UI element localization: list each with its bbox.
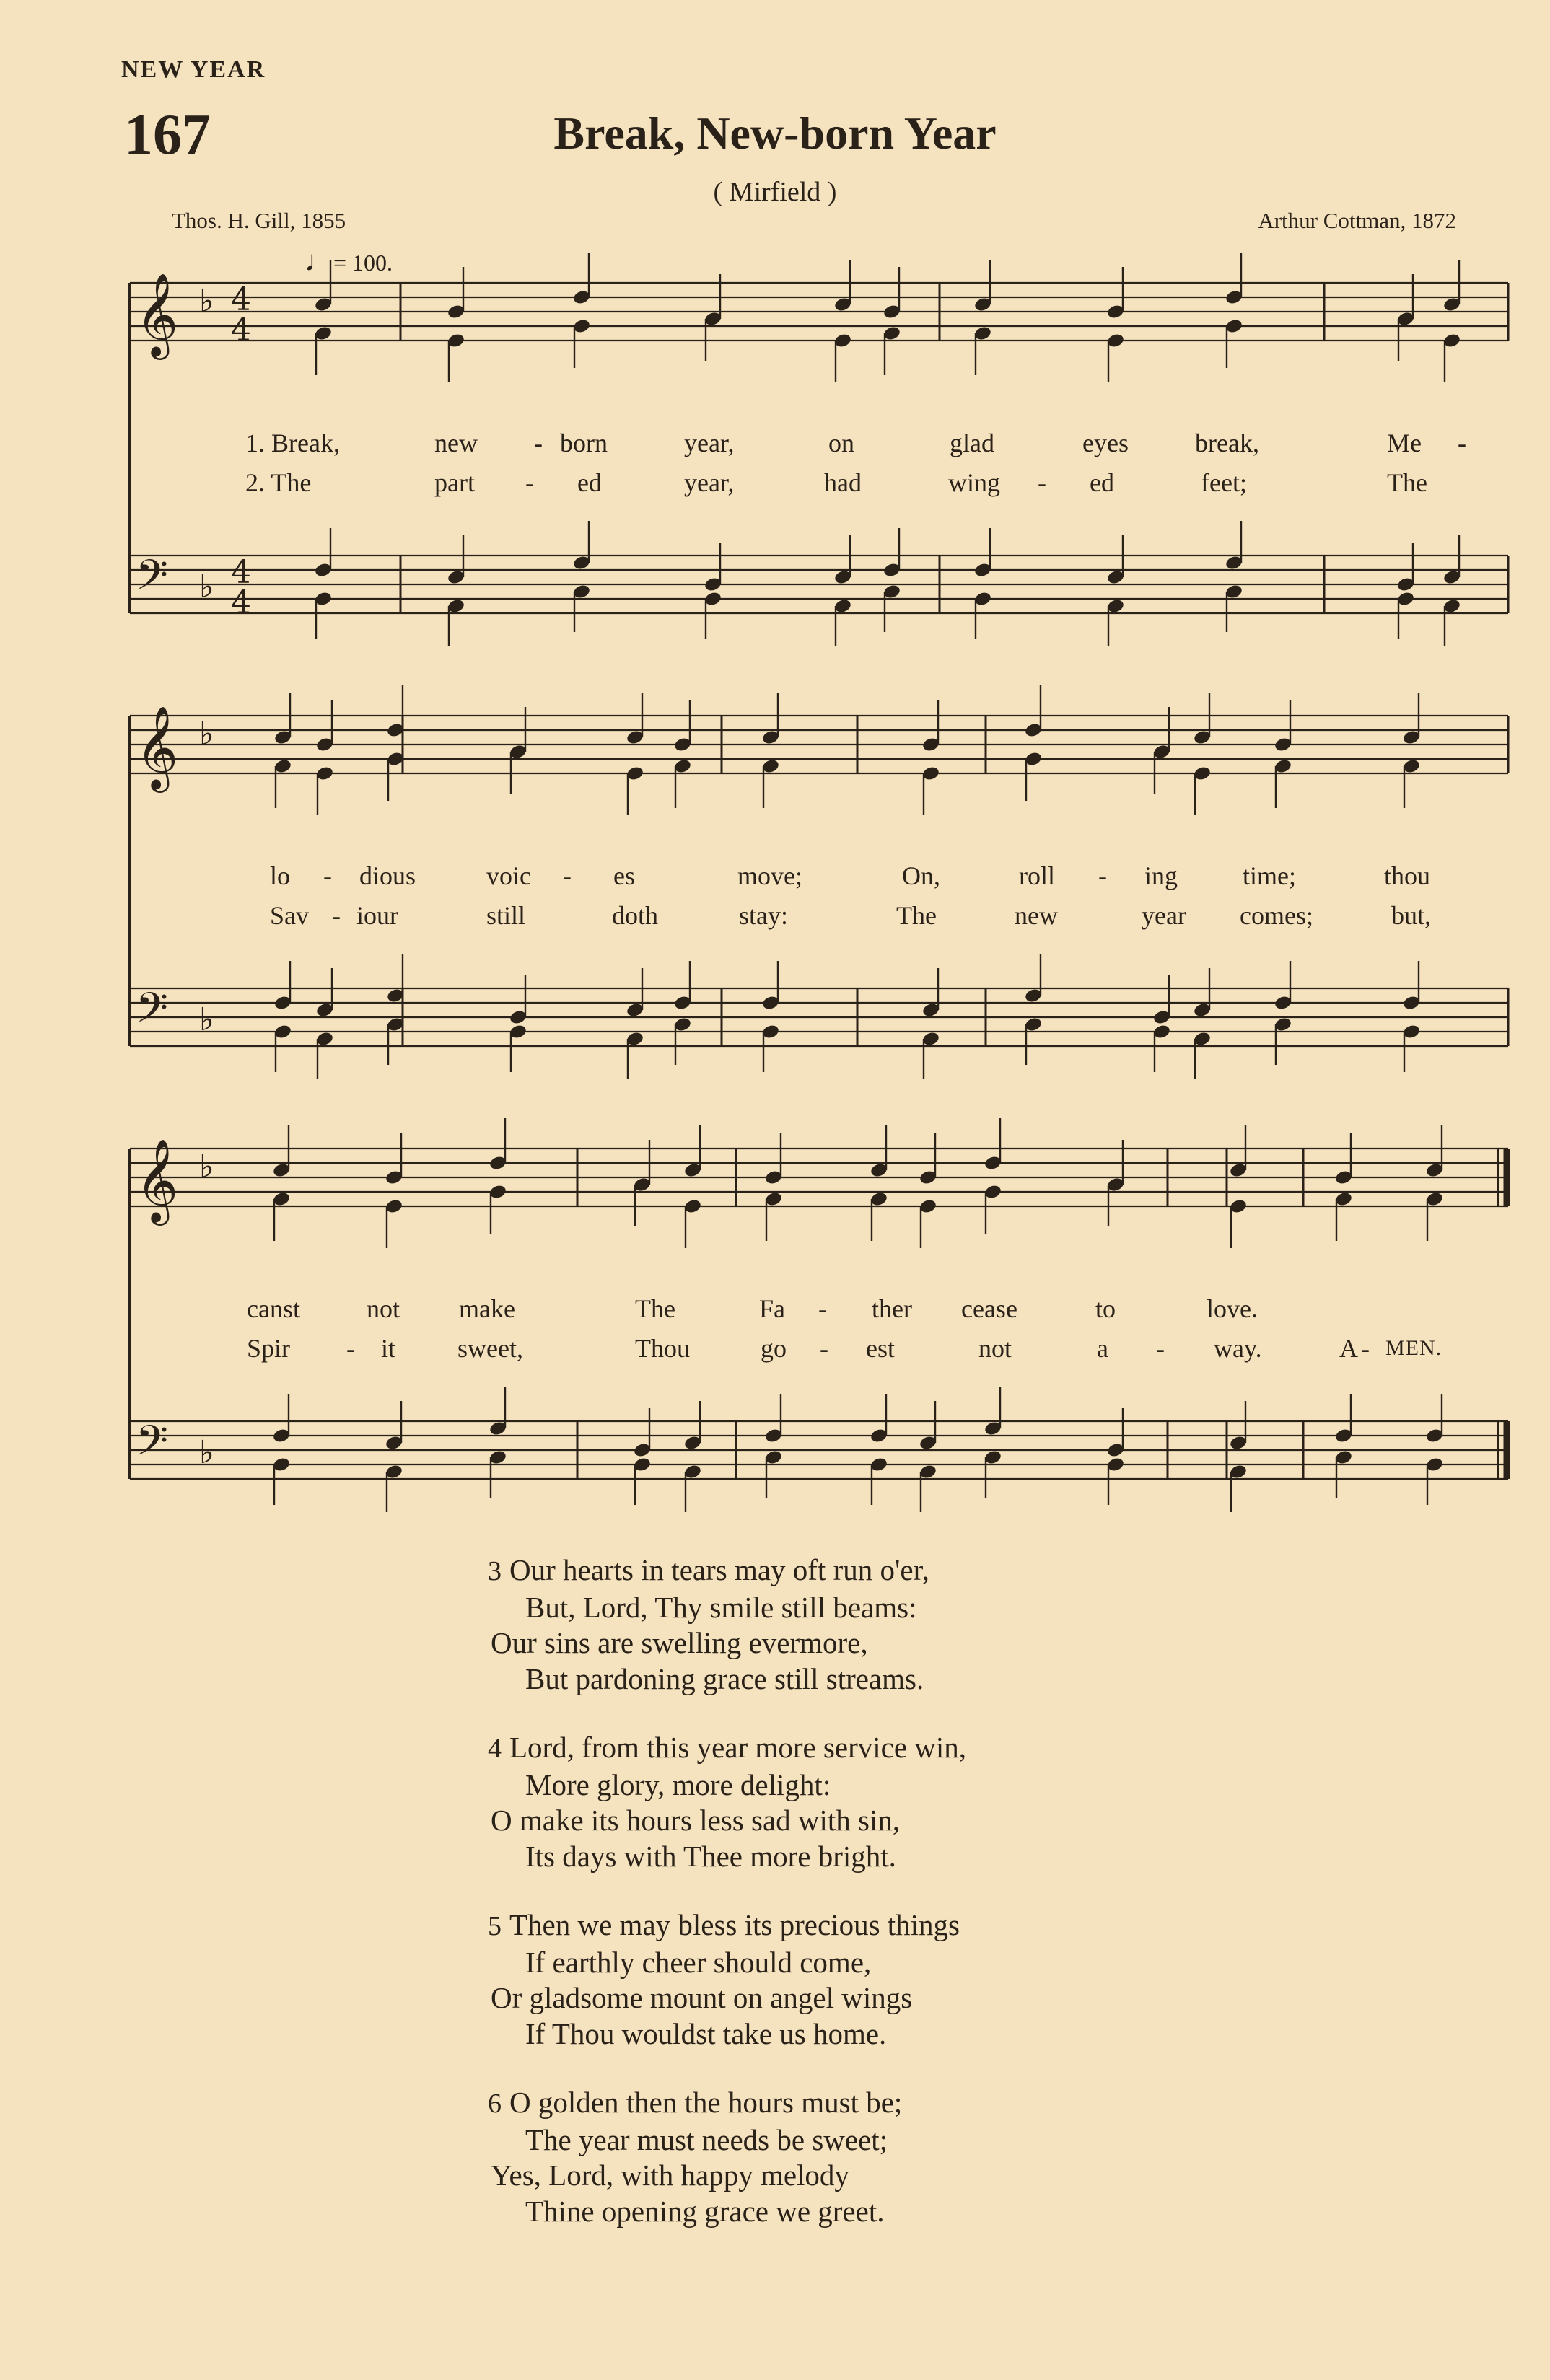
lyric-syllable: The <box>896 901 937 930</box>
lyric-syllable: way. <box>1214 1334 1262 1363</box>
stanza-line: If Thou wouldst take us home. <box>525 2016 887 2050</box>
flat-icon: ♭ <box>199 1001 214 1038</box>
time-signature: 4 <box>231 584 251 621</box>
lyric-syllable: on <box>828 429 854 457</box>
lyric-hyphen: - <box>534 429 543 457</box>
tempo-marking: ♩= 100. <box>305 245 393 277</box>
lyric-syllable: but, <box>1391 901 1432 930</box>
bass-clef-icon: 𝄢 <box>136 1416 169 1475</box>
stanza-line: But pardoning grace still streams. <box>525 1661 924 1695</box>
lyric-hyphen: - <box>1361 1334 1370 1363</box>
lyric-hyphen: - <box>818 1294 827 1323</box>
lyric-syllable: Fa <box>759 1294 785 1323</box>
lyric-hyphen: - <box>1098 861 1107 890</box>
treble-clef-icon: 𝄞 <box>136 705 179 789</box>
lyric-syllable: Thou <box>635 1334 690 1363</box>
lyric-hyphen: - <box>1156 1334 1165 1363</box>
lyric-syllable: MEN. <box>1385 1336 1442 1360</box>
stanza-line: Its days with Thee more bright. <box>525 1839 896 1873</box>
lyric-syllable: roll <box>1019 861 1055 890</box>
lyric-syllable: thou <box>1384 861 1431 890</box>
flat-icon: ♭ <box>199 716 214 752</box>
lyric-syllable: comes; <box>1240 901 1313 930</box>
treble-clef-icon: 𝄞 <box>136 1138 179 1222</box>
stanza-line: Yes, Lord, with happy melody <box>491 2159 849 2192</box>
stanza-number: 3 <box>488 1556 502 1586</box>
lyric-syllable: to <box>1095 1294 1116 1323</box>
stanza <box>488 2085 966 2229</box>
hymn-number: 167 <box>124 103 211 167</box>
lyric-syllable: feet; <box>1201 468 1247 497</box>
lyric-syllable: 2. The <box>245 468 312 497</box>
lyric-syllable: lo <box>270 861 291 890</box>
lyric-syllable: Sav <box>270 901 309 930</box>
treble-clef-icon: 𝄞 <box>136 272 179 356</box>
flat-icon: ♭ <box>199 283 214 320</box>
lyric-syllable: go <box>761 1334 787 1363</box>
lyric-syllable: born <box>560 429 608 457</box>
quarter-note-icon: ♩ <box>305 245 333 277</box>
lyric-syllable: voic <box>486 861 531 890</box>
flat-icon: ♭ <box>199 568 214 605</box>
stanza-line: If earthly cheer should come, <box>525 1945 872 1979</box>
lyric-hyphen: - <box>323 861 332 890</box>
lyric-syllable: Spir <box>247 1334 291 1363</box>
lyric-syllable: still <box>486 901 526 930</box>
lyric-syllable: love. <box>1207 1294 1258 1323</box>
lyric-syllable: make <box>459 1294 515 1323</box>
lyric-syllable: On, <box>902 861 940 890</box>
section-heading: NEW YEAR <box>121 56 266 83</box>
stanza-line: Our hearts in tears may oft run o'er, <box>509 1553 929 1586</box>
lyric-syllable: ed <box>577 468 602 497</box>
lyric-syllable: year <box>1142 901 1186 930</box>
lyric-syllable: year, <box>684 468 735 497</box>
lyric-syllable: time; <box>1243 861 1296 890</box>
time-signature: 4 <box>231 281 251 318</box>
lyric-syllable: move; <box>737 861 802 890</box>
flat-icon: ♭ <box>199 1149 214 1185</box>
lyric-syllable: new <box>434 429 478 457</box>
lyric-syllable: 1. Break, <box>245 429 340 457</box>
stanza-line: O golden then the hours must be; <box>509 2086 903 2119</box>
lyric-syllable: part <box>434 468 475 497</box>
lyric-syllable: dious <box>359 861 416 890</box>
lyric-syllable: ther <box>872 1294 912 1323</box>
lyric-syllable: it <box>381 1334 396 1363</box>
lyric-syllable: stay: <box>739 901 788 930</box>
lyric-syllable: break, <box>1195 429 1259 457</box>
additional-stanzas <box>488 1553 967 2262</box>
lyric-hyphen: - <box>1038 468 1046 497</box>
lyric-hyphen: - <box>346 1334 355 1363</box>
lyric-syllable: year, <box>684 429 735 457</box>
stanza-line: The year must needs be sweet; <box>525 2122 888 2156</box>
lyric-syllable: eyes <box>1082 429 1129 457</box>
lyric-hyphen: - <box>332 901 341 930</box>
lyric-syllable: ed <box>1090 468 1114 497</box>
stanza-line: Thine opening grace we greet. <box>525 2194 885 2228</box>
lyric-hyphen: - <box>1458 429 1466 457</box>
lyric-syllable: sweet, <box>457 1334 523 1363</box>
time-signature: 4 <box>231 554 251 591</box>
lyric-syllable: not <box>978 1334 1012 1363</box>
lyric-syllable: had <box>824 468 862 497</box>
stanza-number: 6 <box>488 2089 502 2119</box>
lyric-syllable: cease <box>961 1294 1017 1323</box>
stanza-line: But, Lord, Thy smile still beams: <box>525 1590 917 1624</box>
lyric-syllable: es <box>613 861 635 890</box>
lyric-syllable: ing <box>1144 861 1178 890</box>
lyric-hyphen: - <box>525 468 534 497</box>
stanza-line: Or gladsome mount on angel wings <box>491 1981 913 2014</box>
lyric-syllable: doth <box>612 901 659 930</box>
lyric-hyphen: - <box>563 861 572 890</box>
lyric-syllable: new <box>1015 901 1058 930</box>
stanza <box>488 1730 967 1874</box>
stanza-line: O make its hours less sad with sin, <box>491 1804 901 1837</box>
lyric-syllable: a <box>1097 1334 1108 1363</box>
lyric-syllable: not <box>367 1294 400 1323</box>
tune-name: ( Mirfield ) <box>713 177 837 207</box>
stanza <box>488 1907 966 2052</box>
lyric-syllable: The <box>1387 468 1427 497</box>
stanza-line: Our sins are swelling evermore, <box>491 1626 868 1659</box>
hymn-title: Break, New-born Year <box>553 107 997 159</box>
lyric-syllable: glad <box>950 429 994 457</box>
stanza-line: Then we may bless its precious things <box>509 1908 960 1941</box>
lyric-syllable: The <box>635 1294 675 1323</box>
lyric-syllable: wing <box>948 468 1000 497</box>
composer-credit: Arthur Cottman, 1872 <box>1258 208 1456 233</box>
bass-clef-icon: 𝄢 <box>136 983 169 1042</box>
lyric-syllable: est <box>866 1334 895 1363</box>
lyric-syllable: canst <box>247 1294 300 1323</box>
stanza-number: 5 <box>488 1911 502 1941</box>
bass-clef-icon: 𝄢 <box>136 550 169 610</box>
author-credit: Thos. H. Gill, 1855 <box>172 208 346 233</box>
lyric-syllable: A <box>1339 1334 1358 1363</box>
stanza-line: More glory, more delight: <box>525 1768 831 1801</box>
lyric-syllable: Me <box>1387 429 1422 457</box>
flat-icon: ♭ <box>199 1434 214 1471</box>
stanza-line: Lord, from this year more service win, <box>509 1731 967 1764</box>
lyric-hyphen: - <box>820 1334 828 1363</box>
stanza-number: 4 <box>488 1734 502 1764</box>
time-signature: 4 <box>231 312 251 348</box>
stanza <box>488 1553 966 1697</box>
lyric-syllable: iour <box>356 901 398 930</box>
